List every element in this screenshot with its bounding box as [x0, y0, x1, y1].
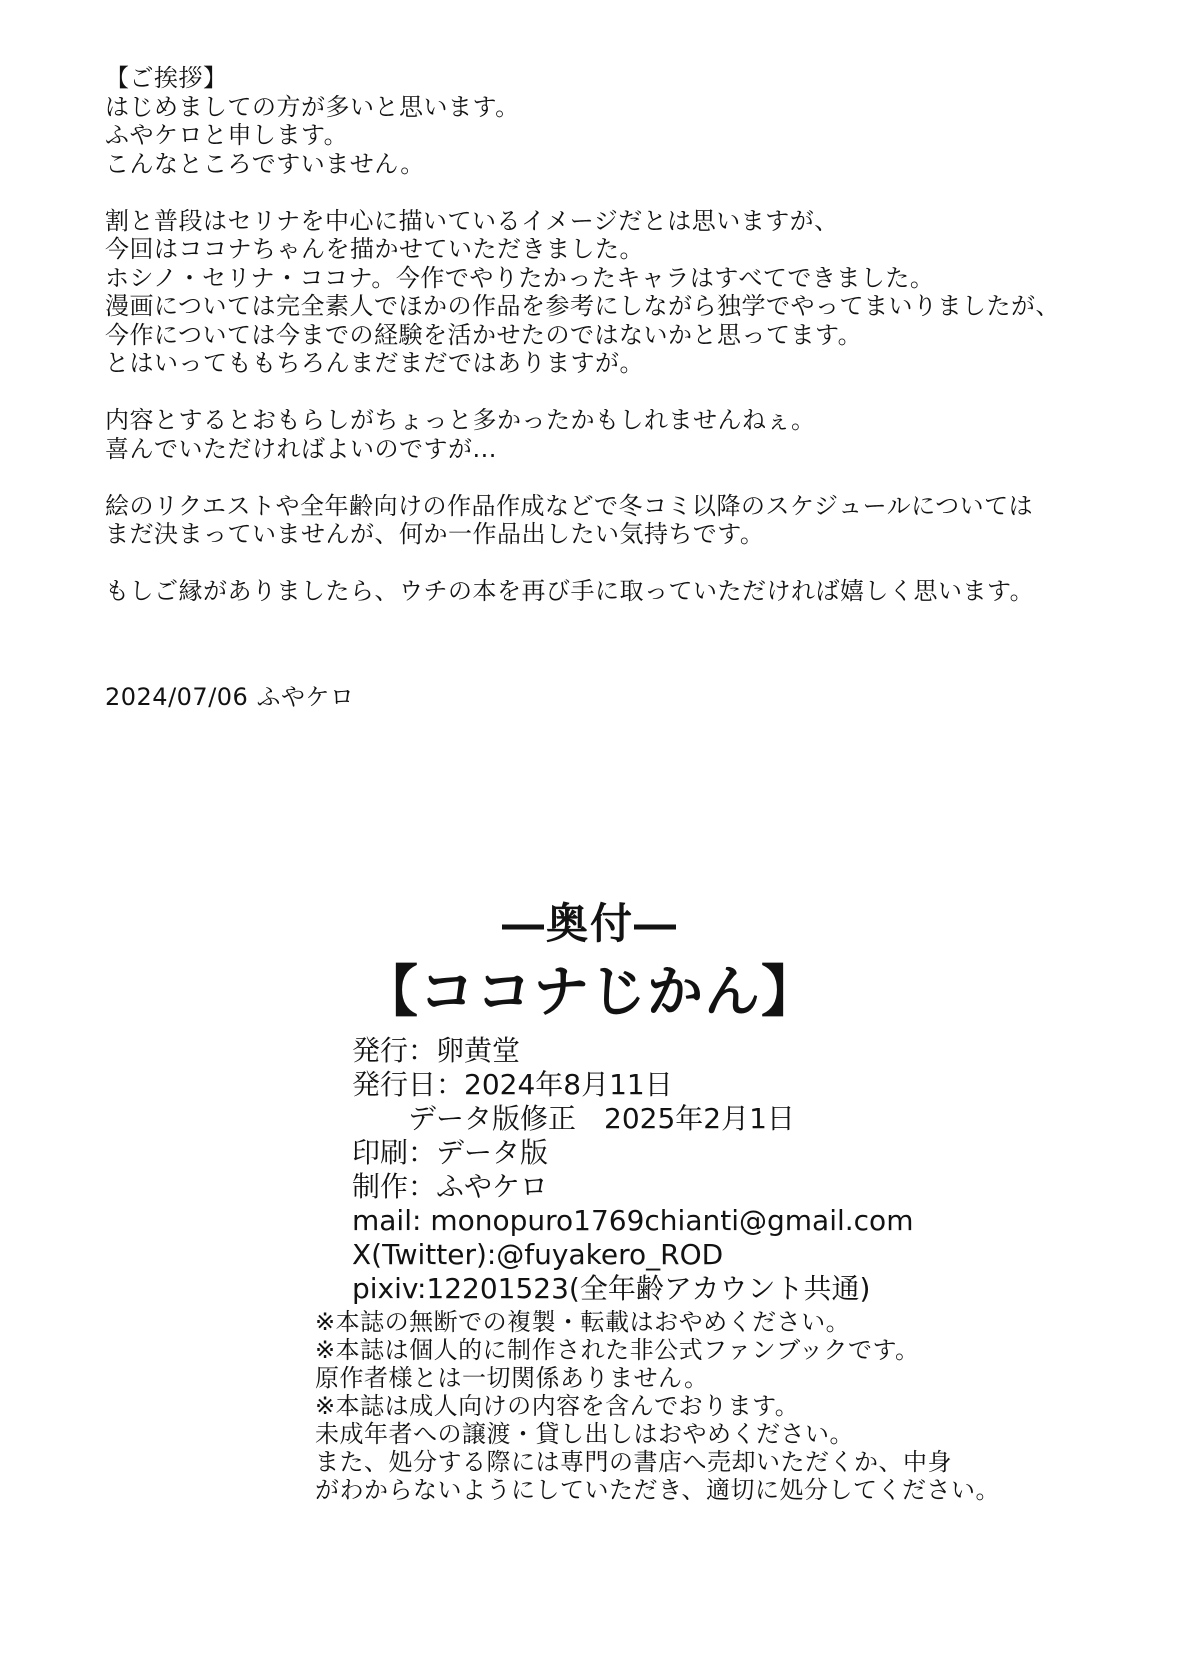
- greeting-section: [105, 64, 1060, 606]
- text-line: また、処分する際には専門の書店へ売却いただくか、中身: [315, 1448, 952, 1476]
- text-line: はじめましての方が多いと思います。: [105, 92, 520, 121]
- text-line: ※本誌の無断での複製・転載はおやめください。: [315, 1308, 851, 1336]
- book-title: 【ココナじかん】: [362, 959, 818, 1025]
- text-line: 発行：卵黄堂: [352, 1034, 521, 1067]
- text-line: ※本誌は成人向けの内容を含んでおります。: [315, 1392, 800, 1420]
- text-line: データ版修正 2025年2月1日: [352, 1102, 795, 1135]
- text-line: 今作については今までの経験を活かせたのではないかと思ってます。: [105, 320, 863, 349]
- text-line: [105, 463, 1060, 492]
- text-line: [105, 378, 1060, 407]
- text-line: mail: monopuro1769chianti@gmail.com: [352, 1204, 914, 1237]
- text-line: ホシノ・セリナ・ココナ。今作でやりたかったキャラはすべてできました。: [105, 263, 935, 292]
- text-line: こんなところですいません。: [105, 149, 425, 178]
- text-line: 印刷：データ版: [352, 1136, 549, 1169]
- text-line: まだ決まっていませんが、何か一作品出したい気持ちです。: [105, 520, 765, 548]
- text-line: 喜んでいただければよいのですが...: [105, 434, 497, 463]
- colophon-header: [0, 899, 1190, 1025]
- disclaimer-notes-section: [315, 1308, 1000, 1504]
- text-line: 内容とするとおもらしがちょっと多かったかもしれませんねぇ。: [105, 406, 816, 434]
- signoff-date: 2024/07/06 ふやケロ: [105, 683, 355, 711]
- text-line: 漫画については完全素人でほかの作品を参考にしながら独学でやってまいりましたが、: [105, 292, 1061, 320]
- text-line: 今回はココナちゃんを描かせていただきました。: [105, 235, 644, 263]
- text-line: がわからないようにしていただき、適切に処分してください。: [315, 1476, 1001, 1504]
- text-line: 制作：ふやケロ: [352, 1170, 549, 1203]
- text-line: 原作者様とは一切関係ありません。: [315, 1364, 709, 1392]
- text-line: 絵のリクエストや全年齢向けの作品作成などで冬コミ以降のスケジュールについては: [105, 491, 1034, 520]
- text-line: X(Twitter):@fuyakero_ROD: [352, 1238, 724, 1271]
- text-line: [105, 178, 1060, 207]
- text-line: 割と普段はセリナを中心に描いているイメージだとは思いますが、: [105, 206, 839, 235]
- text-line: 発行日：2024年8月11日: [352, 1068, 673, 1101]
- text-line: 【ご挨拶】: [105, 64, 228, 92]
- text-line: ふやケロと申します。: [105, 121, 349, 149]
- colophon-section-label: ―奥付―: [501, 899, 678, 948]
- text-line: pixiv:12201523(全年齢アカウント共通): [352, 1272, 871, 1305]
- text-line: ※本誌は個人的に制作された非公式ファンブックです。: [315, 1336, 920, 1364]
- text-line: 未成年者への譲渡・貸し出しはおやめください。: [315, 1420, 854, 1448]
- text-line: とはいってももちろんまだまだではありますが。: [105, 349, 644, 377]
- publication-info-section: [352, 1034, 913, 1306]
- text-line: もしご縁がありましたら、ウチの本を再び手に取っていただければ嬉しく思います。: [105, 577, 1035, 605]
- text-line: [105, 549, 1060, 578]
